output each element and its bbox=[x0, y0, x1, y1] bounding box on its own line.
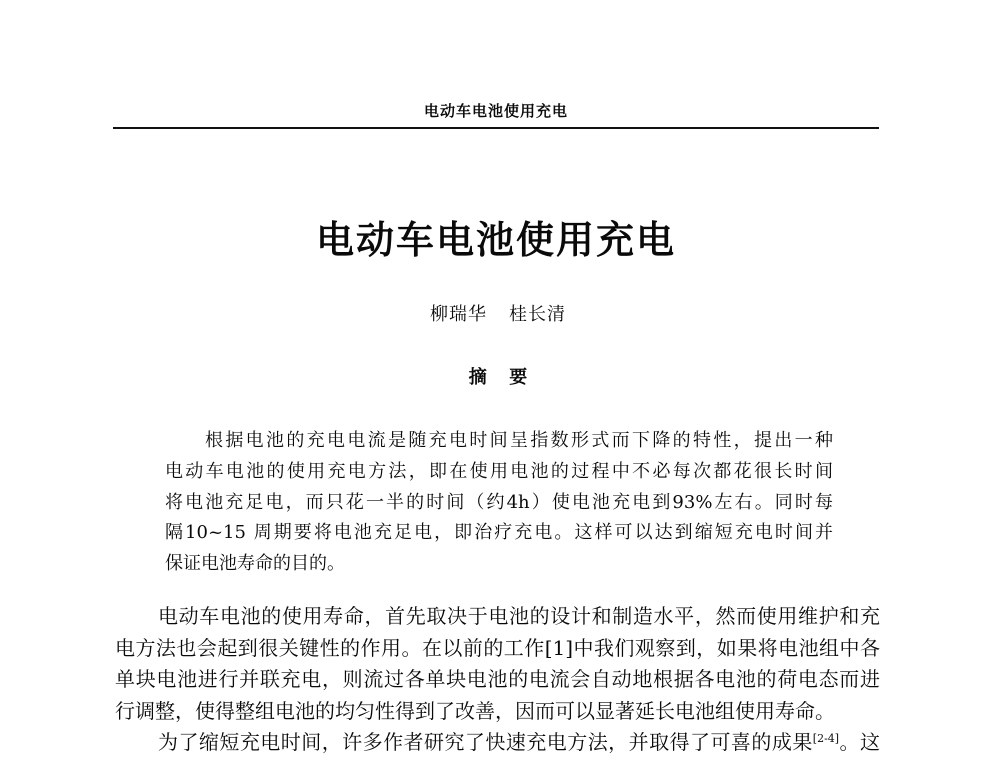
body-line: 电动车电池的使用寿命，首先取决于电池的设计和制造水平，然而使用维护和充 bbox=[158, 604, 880, 628]
abstract-heading: 摘 要 bbox=[468, 367, 528, 388]
citation-superscript: [2-4] bbox=[812, 732, 840, 746]
author-name: 桂长清 bbox=[509, 304, 566, 325]
author-list bbox=[113, 303, 883, 327]
abstract bbox=[165, 426, 833, 580]
abstract-line: 保证电池寿命的目的。 bbox=[165, 553, 345, 574]
body-line-text: 。这 bbox=[839, 730, 880, 755]
body-line-text: 为了缩短充电时间，许多作者研究了快速充电方法，并取得了可喜的成果 bbox=[158, 730, 813, 755]
header-rule bbox=[113, 127, 879, 129]
abstract-line: 根据电池的充电电流是随充电时间呈指数形式而下降的特性，提出一种 bbox=[205, 430, 833, 451]
body-line: 行调整，使得整组电池的均匀性得到了改善，因而可以显著延长电池组使用寿命。 bbox=[115, 698, 835, 723]
body-line bbox=[115, 727, 880, 759]
abstract-line: 电动车电池的使用充电方法，即在使用电池的过程中不必每次都花很长时间 bbox=[165, 460, 833, 482]
paper-title: 电动车电池使用充电 bbox=[315, 218, 676, 262]
body-paragraph bbox=[115, 601, 880, 727]
body-paragraph bbox=[115, 727, 880, 759]
abstract-line: 将电池充足电，而只花一半的时间（约4h）使电池充电到93%左右。同时每 bbox=[165, 491, 833, 513]
body-line: 电方法也会起到很关键性的作用。在以前的工作[1]中我们观察到，如果将电池组中各 bbox=[115, 635, 880, 660]
body-text bbox=[115, 601, 880, 759]
author-name: 柳瑞华 bbox=[430, 304, 487, 325]
body-line: 单块电池进行并联充电，则流过各单块电池的电流会自动地根据各电池的荷电态而进 bbox=[115, 667, 880, 692]
running-header: 电动车电池使用充电 bbox=[423, 102, 568, 120]
abstract-line: 隔10~15 周期要将电池充足电，即治疗充电。这样可以达到缩短充电时间并 bbox=[165, 522, 833, 544]
